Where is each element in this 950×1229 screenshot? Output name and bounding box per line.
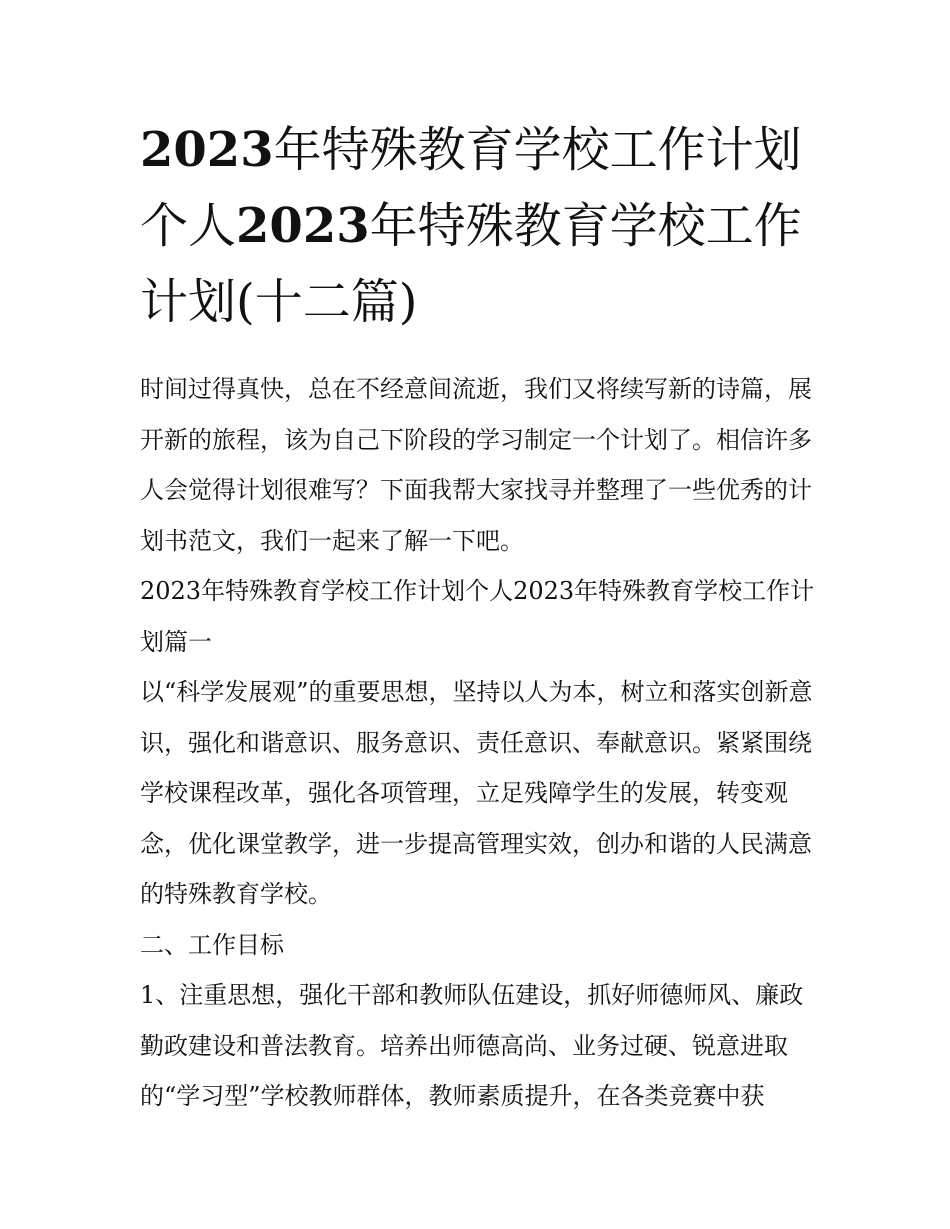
heading-work-goals: 二、工作目标 [140,930,284,959]
title-part-3: 2023 [236,198,370,254]
body-paragraph-2: 1、注重思想，强化干部和教师队伍建设，抓好师德师风、廉政勤政建设和普法教育。培养出师德高尚、业务过硬、锐意进取的“学习型”学校教师群体，教师素质提升，在各类竞赛中获 [140,981,804,1110]
section-title: 2023年特殊教育学校工作计划个人2023年特殊教育学校工作计划篇一 [140,577,815,656]
title-part-2: 年特殊教育学校工作计划个人 [140,122,802,254]
title-part-1: 2023 [140,122,274,178]
title-part-4: 年特殊教育学校工作计划(十二篇) [140,198,802,330]
document-title [140,112,820,340]
intro-paragraph: 时间过得真快，总在不经意间流逝，我们又将续写新的诗篇，展开新的旅程，该为自己下阶段的学习制定一个计划了。相信许多人会觉得计划很难写？下面我帮大家找寻并整理了一些优秀的计划书范文，我们一起来了解一下吧。 [140,375,812,555]
body-paragraph-1: 以“科学发展观”的重要思想，坚持以人为本，树立和落实创新意识，强化和谐意识、服务意识、责任意识、奉献意识。紧紧围绕学校课程改革，强化各项管理，立足残障学生的发展，转变观念，优化课堂教学，进一步提高管理实效，创办和谐的人民满意的特殊教育学校。 [140,678,813,908]
document-page [140,112,820,1122]
